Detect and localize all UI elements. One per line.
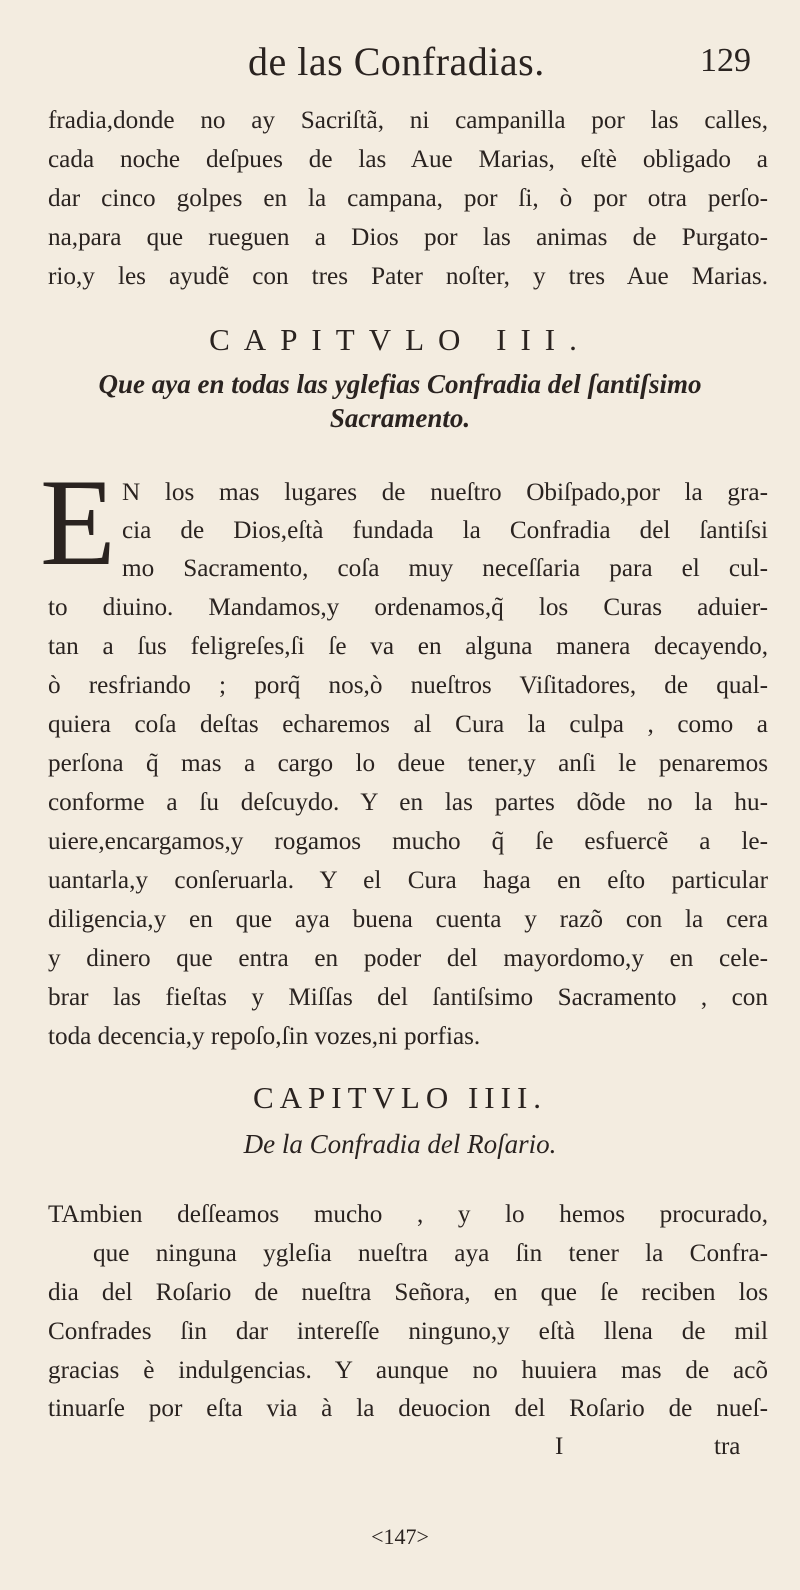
text-line: Confrades ſin dar intereſſe ninguno,y eſtà llena de mil: [48, 1318, 768, 1345]
running-head: [0, 38, 800, 98]
text-line: dar cinco golpes en la campana, por ſi, ò por otra perſo-: [48, 185, 768, 212]
text-line: fradia,donde no ay Sacriſtã, ni campanilla por las calles,: [48, 107, 768, 134]
text-line: uiere,encargamos,y rogamos mucho q̃ ſe esfuercẽ a le-: [48, 828, 768, 855]
page-number-footer: <147>: [371, 1524, 429, 1549]
text-line: dia del Roſario de nueſtra Señora, en que ſe reciben los: [48, 1279, 768, 1306]
text-line: brar las fieſtas y Miſſas del ſantiſsimo Sacramento , con: [48, 984, 768, 1011]
running-title: de las Confradias.: [248, 39, 545, 84]
text-line: conforme a ſu deſcuydo. Y en las partes dõde no la hu-: [48, 789, 768, 816]
text-line: to diuino. Mandamos,y ordenamos,q̃ los Curas aduier-: [48, 594, 768, 621]
catchword: tra: [714, 1433, 741, 1460]
chapter-4-heading: CAPITVLO IIII.: [252, 1080, 548, 1115]
text-line: perſona q̃ mas a cargo lo deue tener,y anſi le penaremos: [48, 750, 768, 777]
chapter-3-heading: CAPITVLO III.: [209, 322, 591, 357]
text-line: mo Sacramento, coſa muy neceſſaria para el cul-: [122, 555, 768, 582]
drop-cap-initial: E: [40, 454, 116, 591]
folio-number: 129: [700, 42, 751, 79]
chapter-4-subtitle: De la Confradia del Roſario.: [243, 1129, 557, 1159]
text-line: diligencia,y en que aya buena cuenta y razõ con la cera: [48, 906, 768, 933]
signature-mark: I: [555, 1433, 564, 1460]
text-line: ò resfriando ; porq̃ nos,ò nueſtros Viſitadores, de qual-: [48, 672, 768, 699]
text-line: na,para que rueguen a Dios por las animas de Purgato-: [48, 224, 768, 251]
text-line: y dinero que entra en poder del mayordomo,y en cele-: [48, 945, 768, 972]
chapter-3-subtitle: Que aya en todas las yglefias Confradia del ſantiſsimo: [98, 369, 702, 399]
text-line: TAmbien deſſeamos mucho , y lo hemos procurado,: [48, 1201, 768, 1228]
text-line: rio,y les ayudẽ con tres Pater noſter, y tres Aue Marias.: [48, 263, 768, 290]
text-line: uantarla,y conſeruarla. Y el Cura haga en eſto particular: [48, 867, 768, 894]
chapter-3-subtitle-cont: Sacramento.: [329, 403, 471, 433]
text-line: gracias è indulgencias. Y aunque no huuiera mas de acõ: [48, 1357, 768, 1384]
text-line: tan a ſus feligreſes,ſi ſe va en alguna manera decayendo,: [48, 633, 768, 660]
text-line: que ninguna ygleſia nueſtra aya ſin tener la Confra-: [93, 1240, 768, 1267]
text-line: toda decencia,y repoſo,ſin vozes,ni porfias.: [48, 1023, 481, 1050]
text-line: quiera coſa deſtas echaremos al Cura la culpa , como a: [48, 711, 768, 738]
text-line: tinuarſe por eſta via à la deuocion del Roſario de nueſ-: [48, 1395, 768, 1422]
text-line: cia de Dios,eſtà fundada la Confradia del ſantiſsi: [122, 517, 768, 544]
text-line: cada noche deſpues de las Aue Marias, eſtè obligado a: [48, 146, 768, 173]
text-line: N los mas lugares de nueſtro Obiſpado,por la gra-: [122, 479, 768, 506]
